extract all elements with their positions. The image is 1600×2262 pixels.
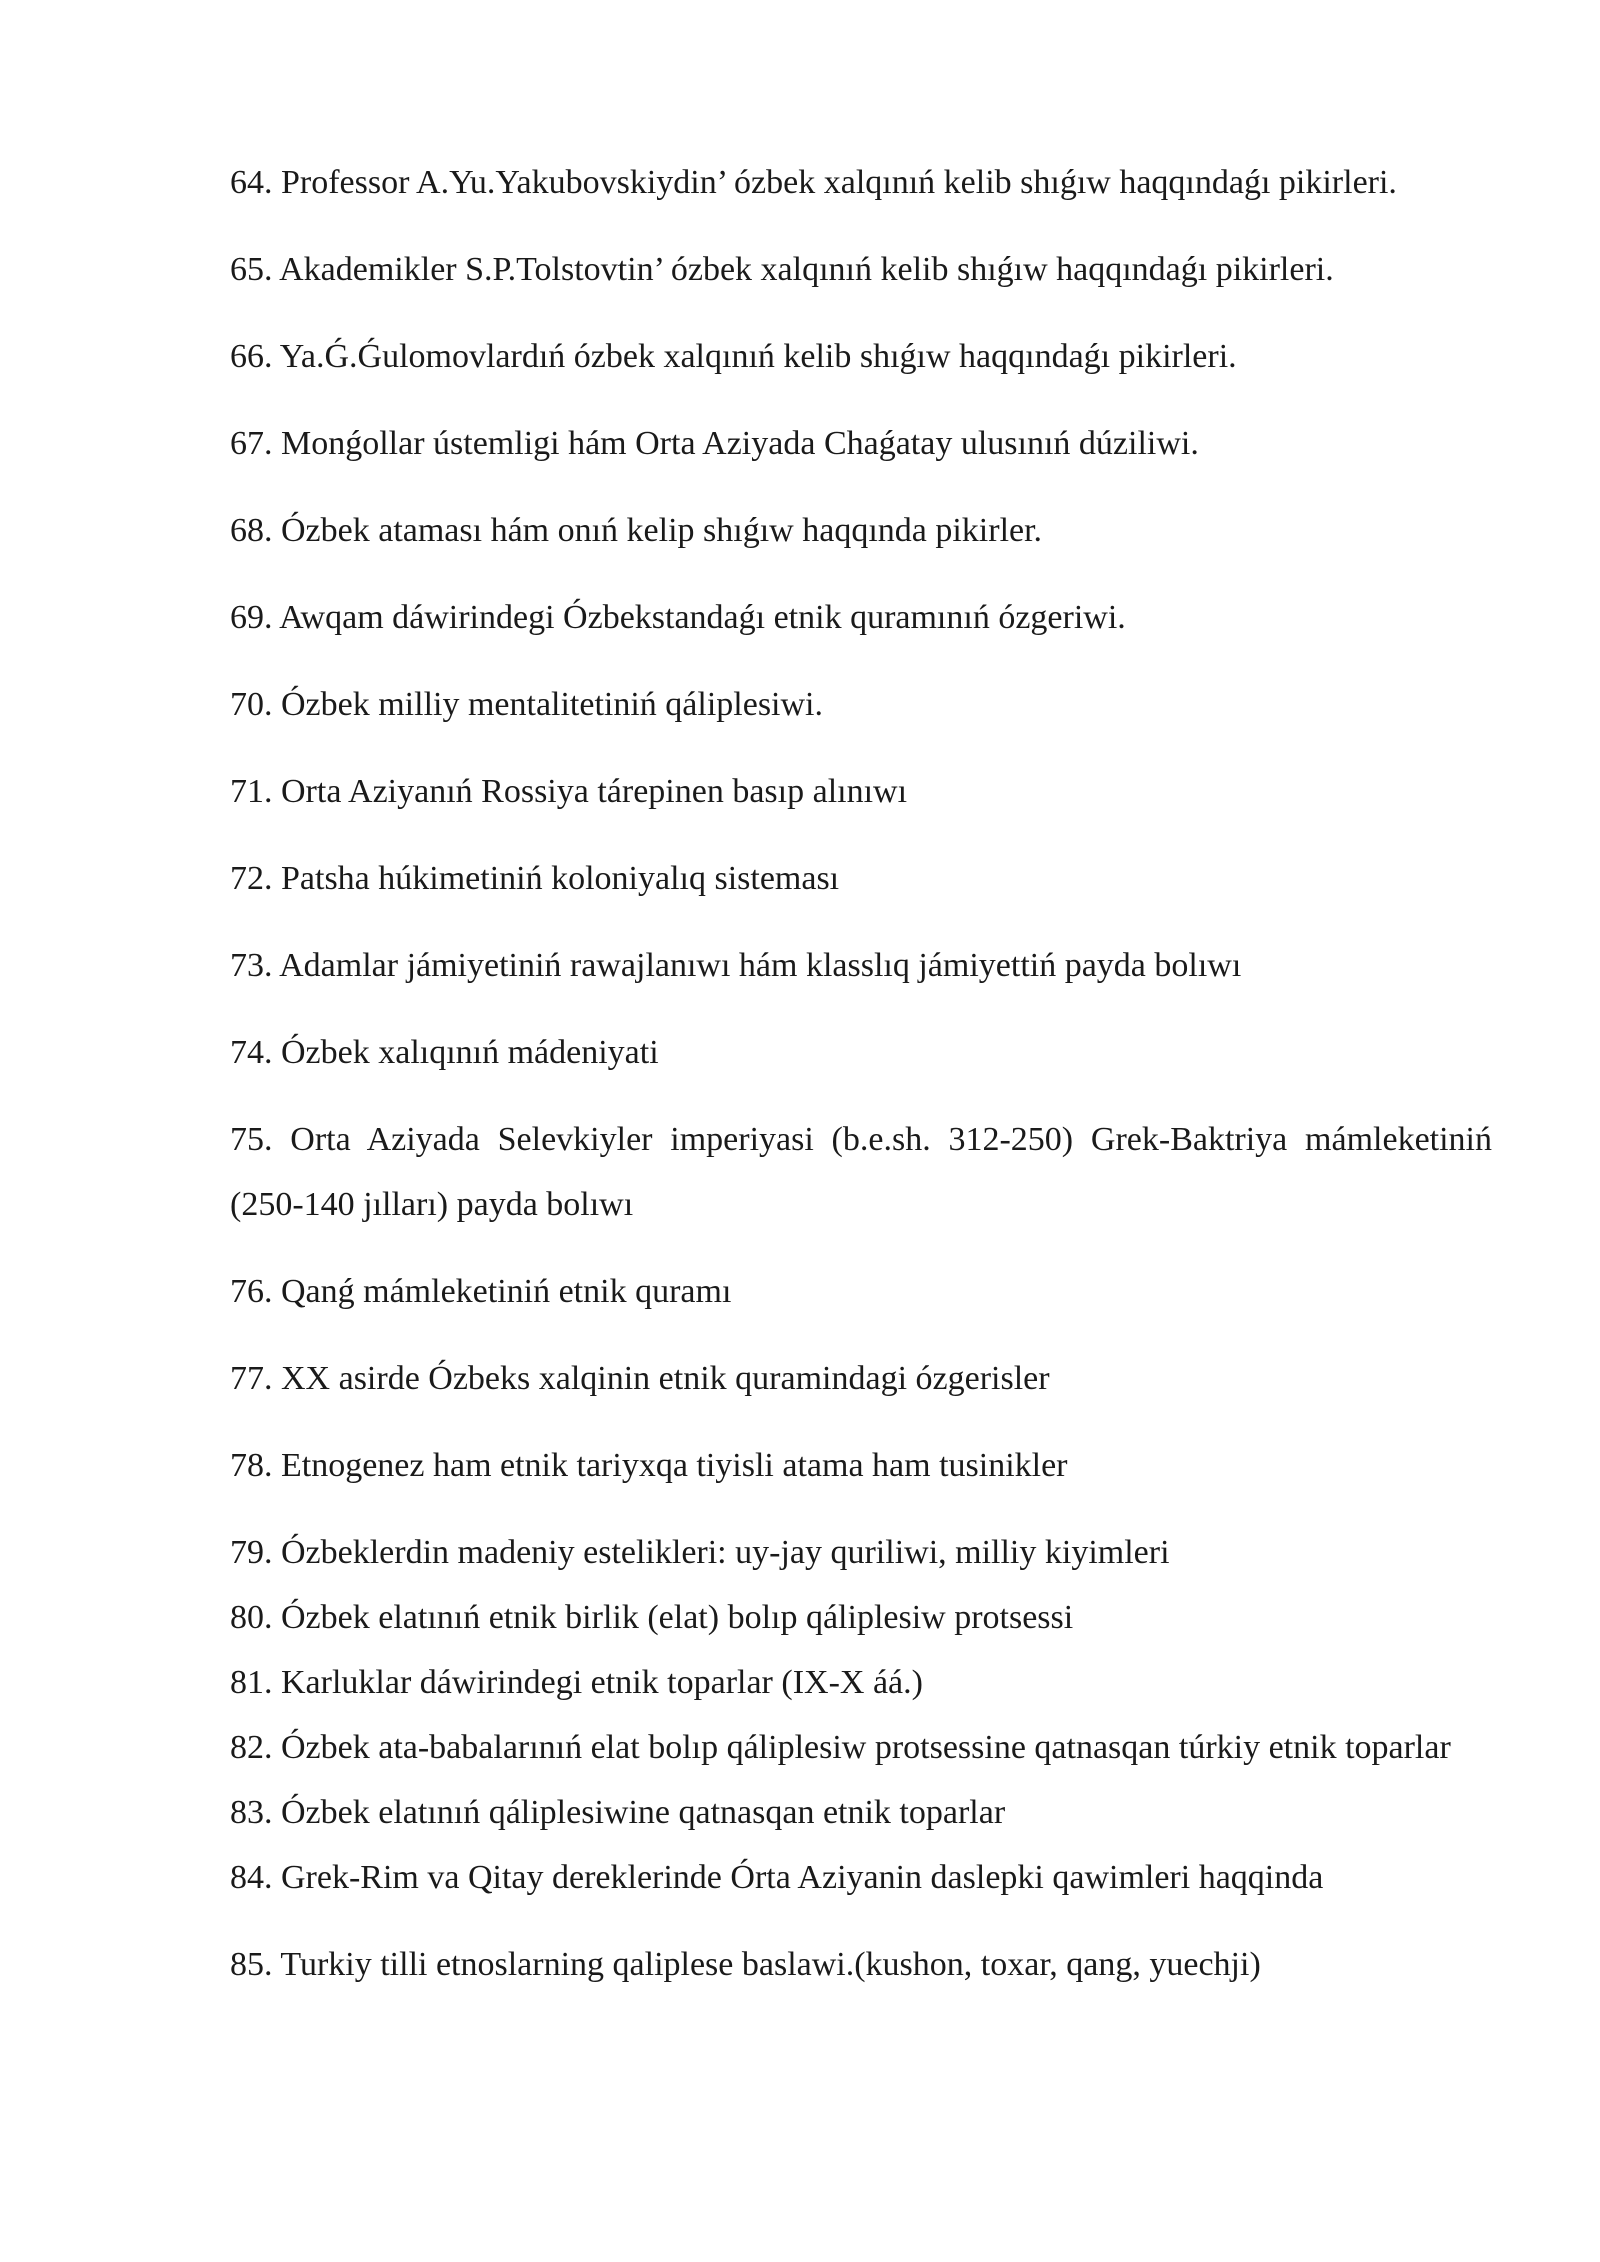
list-item-65: 65. Akademikler S.P.Tolstovtin’ ózbek xalqınıń kelib shıǵıw haqqındaǵı pikirleri. [230, 251, 1334, 288]
list-item-84: 84. Grek-Rim va Qitay dereklerinde Órta Aziyanin daslepki qawimleri haqqinda [230, 1859, 1324, 1896]
list-item-69: 69. Awqam dáwirindegi Ózbekstandaǵı etnik quramınıń ózgeriwi. [230, 599, 1126, 636]
list-item-76: 76. Qanǵ mámleketiniń etnik quramı [230, 1273, 732, 1310]
list-item-74: 74. Ózbek xalıqınıń mádeniyati [230, 1034, 659, 1071]
list-item-68: 68. Ózbek ataması hám onıń kelip shıǵıw haqqında pikirler. [230, 512, 1043, 549]
list-item-73: 73. Adamlar jámiyetiniń rawajlanıwı hám klasslıq jámiyettiń payda bolıwı [230, 947, 1242, 984]
list-item-75: 75. Orta Aziyada Selevkiyler imperiyasi (b.e.sh. 312-250) Grek-Baktriya mámleketiniń (250-140 jılları) payda bolıwı [230, 1121, 1492, 1223]
question-list [230, 150, 1492, 1997]
list-item-70: 70. Ózbek milliy mentalitetiniń qáliplesiwi. [230, 686, 824, 723]
list-item-71: 71. Orta Aziyanıń Rossiya tárepinen basıp alınıwı [230, 773, 908, 810]
list-item-77: 77. XX asirde Ózbeks xalqinin etnik quramindagi ózgerisler [230, 1360, 1050, 1397]
list-item-79: 79. Ózbeklerdin madeniy estelikleri: uy-jay quriliwi, milliy kiyimleri [230, 1534, 1170, 1571]
list-item-80: 80. Ózbek elatınıń etnik birlik (elat) bolıp qáliplesiw protsessi [230, 1599, 1074, 1636]
list-item-81: 81. Karluklar dáwirindegi etnik toparlar (IX-X áá.) [230, 1664, 923, 1701]
list-item-72: 72. Patsha húkimetiniń koloniyalıq sisteması [230, 860, 840, 897]
list-item-66: 66. Ya.Ǵ.Ǵulomovlardıń ózbek xalqınıń kelib shıǵıw haqqındaǵı pikirleri. [230, 338, 1237, 375]
list-item-67: 67. Monǵollar ústemligi hám Orta Aziyada Chaǵatay ulusınıń dúziliwi. [230, 425, 1199, 462]
list-item-64: 64. Professor A.Yu.Yakubovskiydin’ ózbek xalqınıń kelib shıǵıw haqqındaǵı pikirleri. [230, 164, 1397, 201]
list-item-83: 83. Ózbek elatınıń qáliplesiwine qatnasqan etnik toparlar [230, 1794, 1006, 1831]
list-item-85: 85. Turkiy tilli etnoslarning qaliplese baslawi.(kushon, toxar, qang, yuechji) [230, 1946, 1261, 1983]
list-item-78: 78. Etnogenez ham etnik tariyxqa tiyisli atama ham tusinikler [230, 1447, 1068, 1484]
list-item-82: 82. Ózbek ata-babalarınıń elat bolıp qáliplesiw protsessine qatnasqan túrkiy etnik toparlar [230, 1729, 1451, 1766]
